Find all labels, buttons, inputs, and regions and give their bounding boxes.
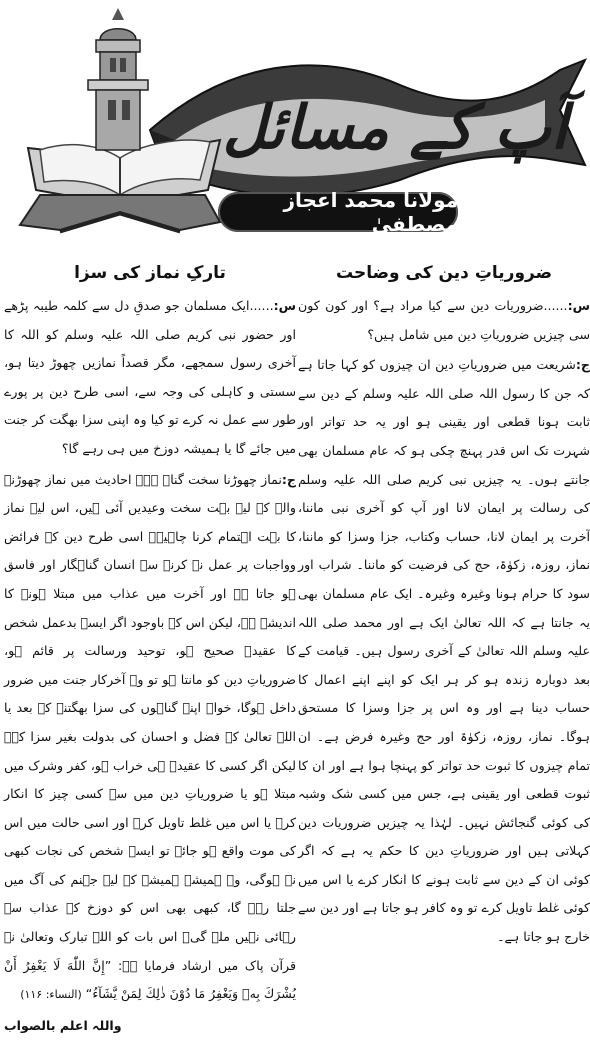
- article-heading: تارکِ نماز کی سزا: [74, 263, 226, 283]
- question-label: س:: [273, 298, 296, 313]
- article-right-column: [298, 258, 590, 945]
- article-left-column: [4, 258, 296, 1033]
- answer-label: ج:: [575, 357, 590, 373]
- page-header: [0, 0, 590, 250]
- article-body: [4, 292, 296, 1040]
- question-label: س:: [567, 298, 590, 313]
- answer-text: نماز چھوڑنا سخت گناہ ہے۔ احادیث میں نماز چھوڑنے والے کے لیے بہت سخت وعیدیں آئی ہیں، اس لیے نماز کا بہت اہتمام کرنا چاہیے۔ اسی طرح دین کے فرائض وواجبات پر عمل نہ کرنے سے انسان گناہگار اور فاسق ہو جاتا ہے اور آخرت میں عذاب میں مبتلا ہونے کا اندیشہ ہے، لیکن اس کے باوجود اگر ایسے بدعمل شخص کا عقیدہ صحیح ہو، توحید ورسالت پر قائم ہو، ضروریاتِ دین کو مانتا ہو تو وہ آخرکار جنت میں ضرور داخل ہوگا، خواہ اپنے گناہوں کی سزا بھگتنے کے بعد یا اللہ تعالیٰ کے فضل و احسان کی بدولت بغیر سزا کے۔ لیکن اگر کسی کا عقیدہ ہی خراب ہو، کفر وشرک میں مبتلا ہو یا ضروریاتِ دین میں سے کسی چیز کا انکار کرے یا اس میں غلط تاویل کرے اور اسی حالت میں اس کی موت واقع ہو جائے تو ایسے شخص کی نجات کبھی نہ ہوگی، وہ ہمیشہ ہمیشہ کے لیے جہنم کی آگ میں جلتا رہے گا، کبھی بھی اس کو دوزخ کے عذاب سے رہائی نہیں ملے گی۔ اس بات کو اللہ تبارک وتعالیٰ نے قرآن پاک میں ارشاد فرمایا ہے:: [4, 471, 296, 973]
- ayah-reference: (النساء: ۱۱۶): [20, 988, 82, 1002]
- quran-stand-icon: [20, 140, 220, 232]
- question-paragraph: [298, 292, 590, 349]
- article-heading: ضروریاتِ دین کی وضاحت: [335, 263, 553, 283]
- question-text: ......ضروریات دین سے کیا مراد ہے؟ اور کون کون سی چیزیں ضروریاتِ دین میں شامل ہیں؟: [298, 298, 590, 342]
- answer-paragraph: [4, 466, 296, 1010]
- signoff: واللہ اعلم بالصواب: [4, 1017, 122, 1033]
- minaret-icon: [88, 8, 148, 150]
- answer-text: شریعت میں ضروریاتِ دین ان چیزوں کو کہا جاتا ہے کہ جن کا رسول اللہ صلی اللہ علیہ وسلم کے دین سے ثابت ہونا قطعی اور یقینی ہو اور یہ حد تواتر اور شہرت تک اس قدر پہنچ چکی ہو کہ عام مسلمان بھی جانتے ہوں۔ یہ چیزیں نبی کریم صلی اللہ علیہ وسلم کی رسالت پر ایمان لانا اور آپ کو آخری نبی ماننا، آخرت پر ایمان لانا، حساب وکتاب، جزا وسزا کو ماننا، نماز، روزہ، زکوٰۃ، حج کی فرضیت کو ماننا۔ شراب اور سود کا حرام ہونا وغیرہ وغیرہ۔ ایک عام مسلمان بھی یہ جانتا ہے کہ اللہ تعالیٰ ایک ہے اور محمد صلی اللہ علیہ وسلم اللہ تعالیٰ کے آخری رسول ہیں۔ قیامت کے بعد دوبارہ زندہ ہو کر ہر ایک کو اپنے اپنے اعمال کا حساب دینا ہے اور وہ اس پر جزا وسزا کا مستحق ہوگا۔ نماز، روزہ، زکوٰۃ اور حج وغیرہ فرض ہے۔ ان تمام چیزوں کا ثبوت حد تواتر کو پہنچا ہوا ہے اور ان کا ثبوت قطعی اور یقینی ہے، جس میں کسی شک وشبہ کی کوئی گنجائش نہیں۔ لہٰذا یہ چیزیں ضروریات دین کہلاتی ہیں اور ضروریاتِ دین کا حکم یہ ہے کہ اگر کوئی ان کے دین سے ثابت ہونے کا انکار کرے یا اس میں کوئی غلط تاویل کرے تو وہ کافر ہو جاتا ہے اور دین سے خارج ہو جاتا ہے۔: [298, 357, 590, 945]
- article-body: [298, 292, 590, 952]
- author-badge: مولانا محمد اعجاز مصطفیٰ: [218, 192, 458, 232]
- quran-ayah: ”إِنَّ اللّٰهَ لَا يَغْفِرُ أَنْ يُشْرَكَ بِهٖ وَيَغْفِرُ مَا دُوْنَ ذٰلِكَ لِمَنْ يَّشَآءُ“: [4, 957, 296, 1002]
- answer-paragraph: [298, 351, 590, 951]
- question-text: ......ایک مسلمان جو صدقِ دل سے کلمہ طیبہ پڑھے اور حضور نبی کریم صلی اللہ علیہ وسلم کو اللہ کا آخری رسول سمجھے، مگر قصداً نمازیں چھوڑ دیتا ہو، سستی و کاہلی کی وجہ سے، اسی طرح دین پر پورے طور سے عمل نہ کرے تو کیا وہ اپنی سزا بھگت کر جنت میں جائے گا یا ہمیشہ دوزخ میں ہی رہے گا؟: [4, 298, 296, 456]
- question-paragraph: [4, 292, 296, 464]
- header-title: آپ کے مسائل: [222, 93, 568, 163]
- answer-label: ج:: [281, 471, 296, 487]
